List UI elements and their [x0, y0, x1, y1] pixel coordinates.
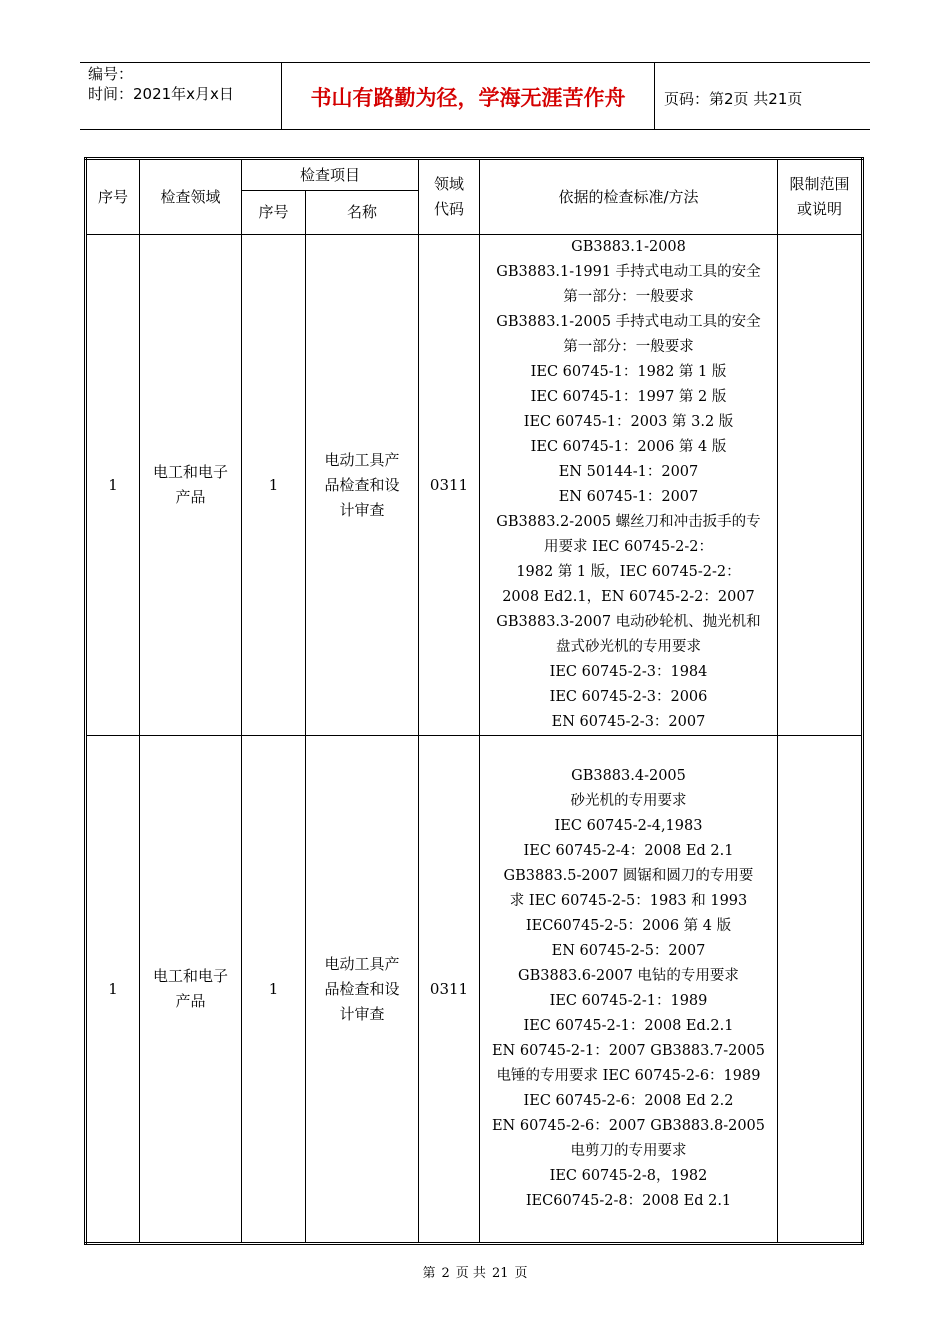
- row-seq: 1: [86, 235, 140, 736]
- standard-line: IEC 60745-2-4：2008 Ed 2.1: [523, 843, 734, 859]
- table-header-row-1: [86, 159, 863, 191]
- row-item-name: [306, 736, 419, 1244]
- standard-line: IEC 60745-2-4,1983: [554, 818, 703, 834]
- header-domain-code-text: 领域代码: [433, 175, 464, 218]
- header-left-info: [88, 64, 234, 104]
- standard-line: GB3883.6-2007 电钻的专用要求: [518, 968, 739, 984]
- header-field: 检查领域: [140, 159, 242, 235]
- row-item-name-line: 品检查和设: [324, 475, 400, 494]
- standard-line: 电锤的专用要求 IEC 60745-2-6：1989: [496, 1068, 761, 1084]
- row-code: 0311: [419, 736, 480, 1244]
- row-standards: [480, 235, 778, 736]
- row-item-name: [306, 235, 419, 736]
- header-standard: 依据的检查标准/方法: [480, 159, 778, 235]
- header-bottom-rule: [80, 129, 870, 130]
- standard-line: IEC60745-2-5：2006 第 4 版: [525, 918, 732, 934]
- row-limit: [778, 736, 863, 1244]
- standard-line: 求 IEC 60745-2-5：1983 和 1993: [509, 893, 748, 909]
- header-page-info: 页码：第2页 共21页: [664, 90, 803, 108]
- standard-line: EN 60745-1：2007: [558, 489, 699, 505]
- row-item-seq: 1: [242, 235, 306, 736]
- page-footer: [0, 1262, 950, 1281]
- row-field-line: 电工和电子: [152, 463, 228, 481]
- standard-line: IEC 60745-1：2003 第 3.2 版: [523, 414, 734, 430]
- header-item-seq: 序号: [242, 191, 306, 235]
- standard-line: EN 60745-2-1：2007 GB3883.7-2005: [491, 1043, 766, 1059]
- footer-total-pages: 21: [491, 1266, 509, 1281]
- standard-line: GB3883.1-1991 手持式电动工具的安全: [496, 264, 761, 280]
- standard-line: IEC 60745-1：1997 第 2 版: [530, 389, 727, 405]
- row-item-name-line: 计审查: [339, 1004, 385, 1023]
- standard-line: IEC 60745-2-3：2006: [549, 689, 708, 705]
- header-top-rule: [80, 62, 870, 63]
- row-seq: 1: [86, 736, 140, 1244]
- standard-line: 1982 第 1 版，IEC 60745-2-2：: [516, 564, 741, 580]
- standard-line: IEC 60745-2-3：1984: [549, 664, 708, 680]
- standard-line: IEC 60745-2-1：2008 Ed.2.1: [523, 1018, 734, 1034]
- row-field-line: 产品: [175, 992, 206, 1010]
- standard-line: 电剪刀的专用要求: [570, 1143, 687, 1159]
- standard-line: EN 50144-1：2007: [558, 464, 699, 480]
- header-motto: 书山有路勤为径，学海无涯苦作舟: [310, 86, 626, 110]
- standard-line: IEC 60745-1：2006 第 4 版: [530, 439, 727, 455]
- row-code: 0311: [419, 235, 480, 736]
- standard-line: 第一部分：一般要求: [563, 339, 694, 355]
- row-field-line: 产品: [175, 488, 206, 506]
- standard-line: GB3883.2-2005 螺丝刀和冲击扳手的专: [496, 514, 761, 530]
- standard-line: IEC 60745-1：1982 第 1 版: [530, 364, 727, 380]
- standard-line: GB3883.3-2007 电动砂轮机、抛光机和: [496, 614, 761, 630]
- standard-line: IEC60745-2-8：2008 Ed 2.1: [525, 1193, 732, 1209]
- row-field: [140, 736, 242, 1244]
- row-field: [140, 235, 242, 736]
- footer-page-number: 2: [441, 1266, 450, 1281]
- row-item-name-line: 计审查: [339, 500, 385, 519]
- standard-line: IEC 60745-2-1：1989: [549, 993, 708, 1009]
- table-row: [86, 235, 863, 736]
- header-divider-2: [654, 62, 655, 130]
- header-item-name: 名称: [306, 191, 419, 235]
- document-number-label: 编号：: [88, 65, 134, 83]
- standard-line: GB3883.4-2005: [571, 768, 686, 784]
- standard-line: 用要求 IEC 60745-2-2：: [543, 539, 713, 555]
- footer-page-prefix: 第: [422, 1266, 436, 1281]
- standard-line: GB3883.5-2007 圆锯和圆刀的专用要: [503, 868, 754, 884]
- standard-line: 盘式砂光机的专用要求: [556, 639, 701, 655]
- document-time-label: 时间：2021年x月x日: [88, 85, 234, 103]
- header-limit: [778, 159, 863, 235]
- row-field-line: 电工和电子: [152, 967, 228, 985]
- row-item-name-line: 品检查和设: [324, 979, 400, 998]
- row-item-name-line: 电动工具产: [324, 954, 400, 973]
- row-item-name-line: 电动工具产: [324, 450, 400, 469]
- standard-line: 第一部分：一般要求: [563, 289, 694, 305]
- standard-line: GB3883.1-2005 手持式电动工具的安全: [496, 314, 761, 330]
- row-limit: [778, 235, 863, 736]
- row-standards: [480, 736, 778, 1244]
- inspection-table: [84, 157, 864, 1245]
- header-item-group: 检查项目: [242, 159, 419, 191]
- standard-line: EN 60745-2-5：2007: [551, 943, 706, 959]
- header-seq: 序号: [86, 159, 140, 235]
- standard-line: IEC 60745-2-8，1982: [549, 1168, 708, 1184]
- standard-line: EN 60745-2-6：2007 GB3883.8-2005: [491, 1118, 766, 1134]
- header-domain-code: [419, 159, 480, 235]
- footer-page-suffix: 页: [514, 1266, 528, 1281]
- header-limit-text: 限制范围或说明: [789, 175, 850, 218]
- standard-line: 砂光机的专用要求: [570, 793, 687, 809]
- row-item-seq: 1: [242, 736, 306, 1244]
- standard-line: EN 60745-2-3：2007: [551, 714, 706, 730]
- standard-line: 2008 Ed2.1，EN 60745-2-2：2007: [502, 589, 755, 605]
- footer-page-mid: 页 共: [455, 1266, 486, 1281]
- standard-line: IEC 60745-2-6：2008 Ed 2.2: [523, 1093, 734, 1109]
- table-row: [86, 736, 863, 1244]
- standard-line: GB3883.1-2008: [571, 239, 686, 255]
